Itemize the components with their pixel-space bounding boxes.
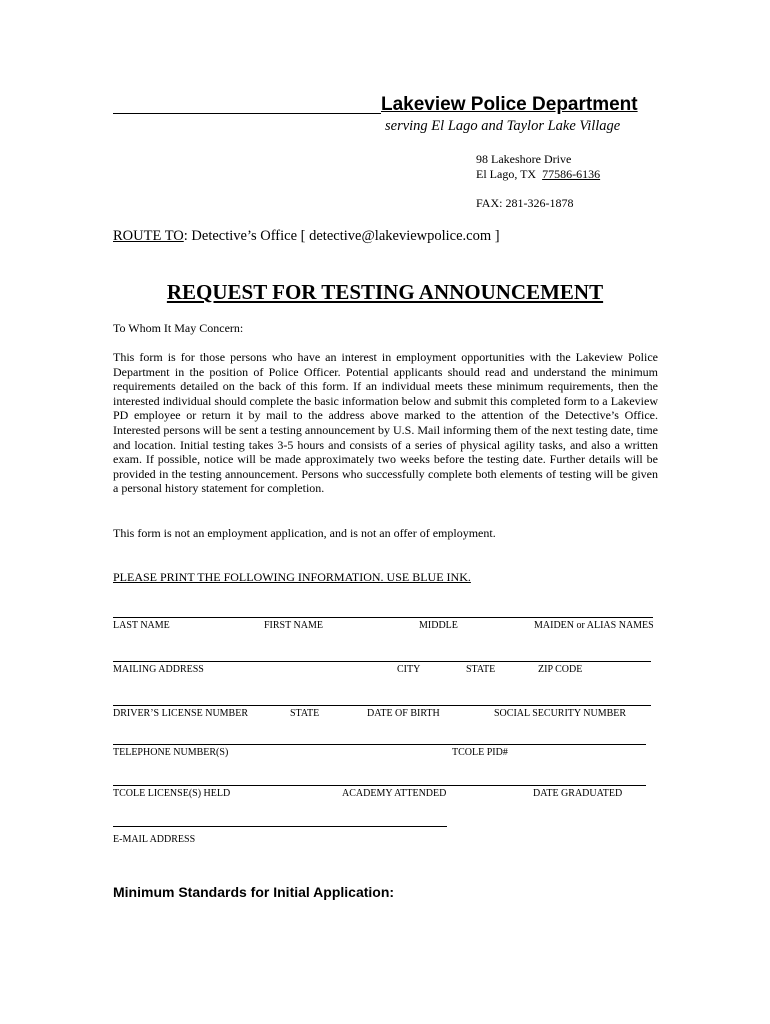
minimum-standards-heading: Minimum Standards for Initial Application: bbox=[113, 884, 395, 900]
zip-code-label: ZIP CODE bbox=[538, 664, 583, 675]
mailing-address-label: MAILING ADDRESS bbox=[113, 664, 204, 675]
city-label: CITY bbox=[397, 664, 421, 675]
date-of-birth-label: DATE OF BIRTH bbox=[367, 708, 440, 719]
route-to-value: : Detective’s Office [ detective@lakeviewpolice.com ] bbox=[183, 228, 500, 244]
document-title: REQUEST FOR TESTING ANNOUNCEMENT bbox=[166, 280, 604, 304]
license-state-label: STATE bbox=[290, 708, 320, 719]
header-underline-rule bbox=[113, 113, 381, 114]
telephone-label: TELEPHONE NUMBER(S) bbox=[113, 747, 229, 758]
address-zip: 77586-6136 bbox=[542, 167, 601, 181]
name-field-line[interactable] bbox=[113, 617, 653, 618]
middle-name-label: MIDDLE bbox=[419, 620, 458, 631]
date-graduated-label: DATE GRADUATED bbox=[533, 788, 623, 799]
drivers-license-label: DRIVER’S LICENSE NUMBER bbox=[113, 708, 249, 719]
ssn-label: SOCIAL SECURITY NUMBER bbox=[494, 708, 627, 719]
department-title: Lakeview Police Department bbox=[381, 94, 638, 115]
print-instruction: PLEASE PRINT THE FOLLOWING INFORMATION. USE BLUE INK. bbox=[113, 570, 471, 584]
address-city-line bbox=[476, 167, 600, 182]
route-to-line bbox=[113, 228, 500, 245]
license-field-line[interactable] bbox=[113, 705, 651, 706]
address-field-line[interactable] bbox=[113, 661, 651, 662]
address-street: 98 Lakeshore Drive bbox=[476, 152, 572, 166]
last-name-label: LAST NAME bbox=[113, 620, 170, 631]
academy-attended-label: ACADEMY ATTENDED bbox=[342, 788, 447, 799]
email-field-line[interactable] bbox=[113, 826, 447, 827]
telephone-field-line[interactable] bbox=[113, 744, 646, 745]
tcole-pid-label: TCOLE PID# bbox=[452, 747, 508, 758]
route-to-label: ROUTE TO bbox=[113, 228, 184, 244]
maiden-alias-label: MAIDEN or ALIAS NAMES bbox=[534, 620, 654, 631]
body-paragraph: This form is for those persons who have an interest in employment opportunities with the Lakeview Police Department in the position of Police Officer. Potential applicants should read and understand the minimum requirements detailed on the back of this form. If an individual meets these minimum requirements, then the interested individual should complete the basic information below and submit this completed form to a Lakeview PD employee or return it by mail to the address above marked to the attention of the Detective’s Office. Interested persons will be sent a testing announcement by U.S. Mail informing them of the next testing date, time and location. Initial testing takes 3-5 hours and consists of a series of physical agility tasks, and also a written exam. If possible, notice will be made approximately two weeks before the testing date. Further details will be provided in the testing announcement. Persons who successfully complete both elements of testing will be given a personal history statement for completion. bbox=[113, 350, 658, 496]
first-name-label: FIRST NAME bbox=[264, 620, 323, 631]
email-address-label: E-MAIL ADDRESS bbox=[113, 834, 196, 845]
disclaimer: This form is not an employment application, and is not an offer of employment. bbox=[113, 526, 496, 540]
salutation: To Whom It May Concern: bbox=[113, 321, 244, 335]
tcole-field-line[interactable] bbox=[113, 785, 646, 786]
state-label: STATE bbox=[466, 664, 496, 675]
tcole-license-label: TCOLE LICENSE(S) HELD bbox=[113, 788, 231, 799]
department-subtitle: serving El Lago and Taylor Lake Village bbox=[385, 118, 621, 134]
fax-number: FAX: 281-326-1878 bbox=[476, 196, 574, 210]
address-city: El Lago, TX bbox=[476, 167, 537, 181]
